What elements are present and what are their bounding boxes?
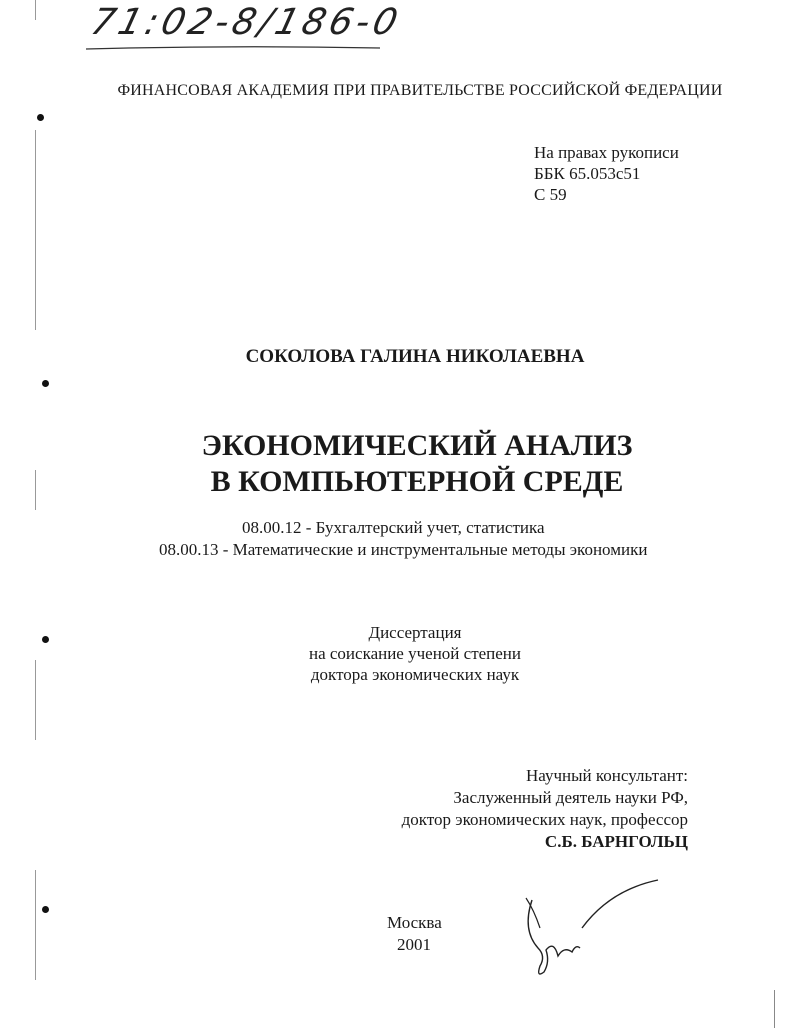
handwritten-underline [84, 44, 384, 52]
consultant-name: С.Б. БАРНГОЛЬЦ [544, 832, 688, 851]
title-line-2: В КОМПЬЮТЕРНОЙ СРЕДЕ [210, 465, 624, 498]
city: Москва [387, 913, 442, 932]
margin-line [35, 130, 36, 330]
punch-hole-mark [37, 114, 44, 121]
consultant-title-2: доктор экономических наук, профессор [401, 810, 688, 829]
organization-heading: ФИНАНСОВАЯ АКАДЕМИЯ ПРИ ПРАВИТЕЛЬСТВЕ РОССИЙСКОЙ ФЕДЕРАЦИИ [117, 82, 723, 99]
author-name: СОКОЛОВА ГАЛИНА НИКОЛАЕВНА [245, 346, 585, 367]
degree-purpose: на соискание ученой степени [308, 644, 522, 663]
degree-type: Диссертация [368, 623, 462, 642]
consultant-label: Научный консультант: [526, 766, 688, 785]
punch-hole-mark [42, 906, 49, 913]
specialty-2: 08.00.13 - Математические и инструментальные методы экономики [159, 540, 648, 559]
degree-field: доктора экономических наук [310, 665, 520, 684]
title-line-1: ЭКОНОМИЧЕСКИЙ АНАЛИЗ [201, 429, 633, 462]
margin-line [35, 0, 36, 20]
page-edge-line [774, 990, 775, 1028]
library-code: С 59 [534, 185, 567, 204]
consultant-title-1: Заслуженный деятель науки РФ, [453, 788, 688, 807]
bbk-code: ББК 65.053с51 [534, 164, 641, 183]
archive-code-handwritten: 71:02-8/186-0 [86, 2, 406, 43]
year: 2001 [397, 935, 431, 954]
manuscript-rights: На правах рукописи [534, 143, 679, 162]
punch-hole-mark [42, 380, 49, 387]
margin-line [35, 870, 36, 980]
specialty-1: 08.00.12 - Бухгалтерский учет, статистика [242, 518, 545, 537]
signature [510, 870, 670, 990]
